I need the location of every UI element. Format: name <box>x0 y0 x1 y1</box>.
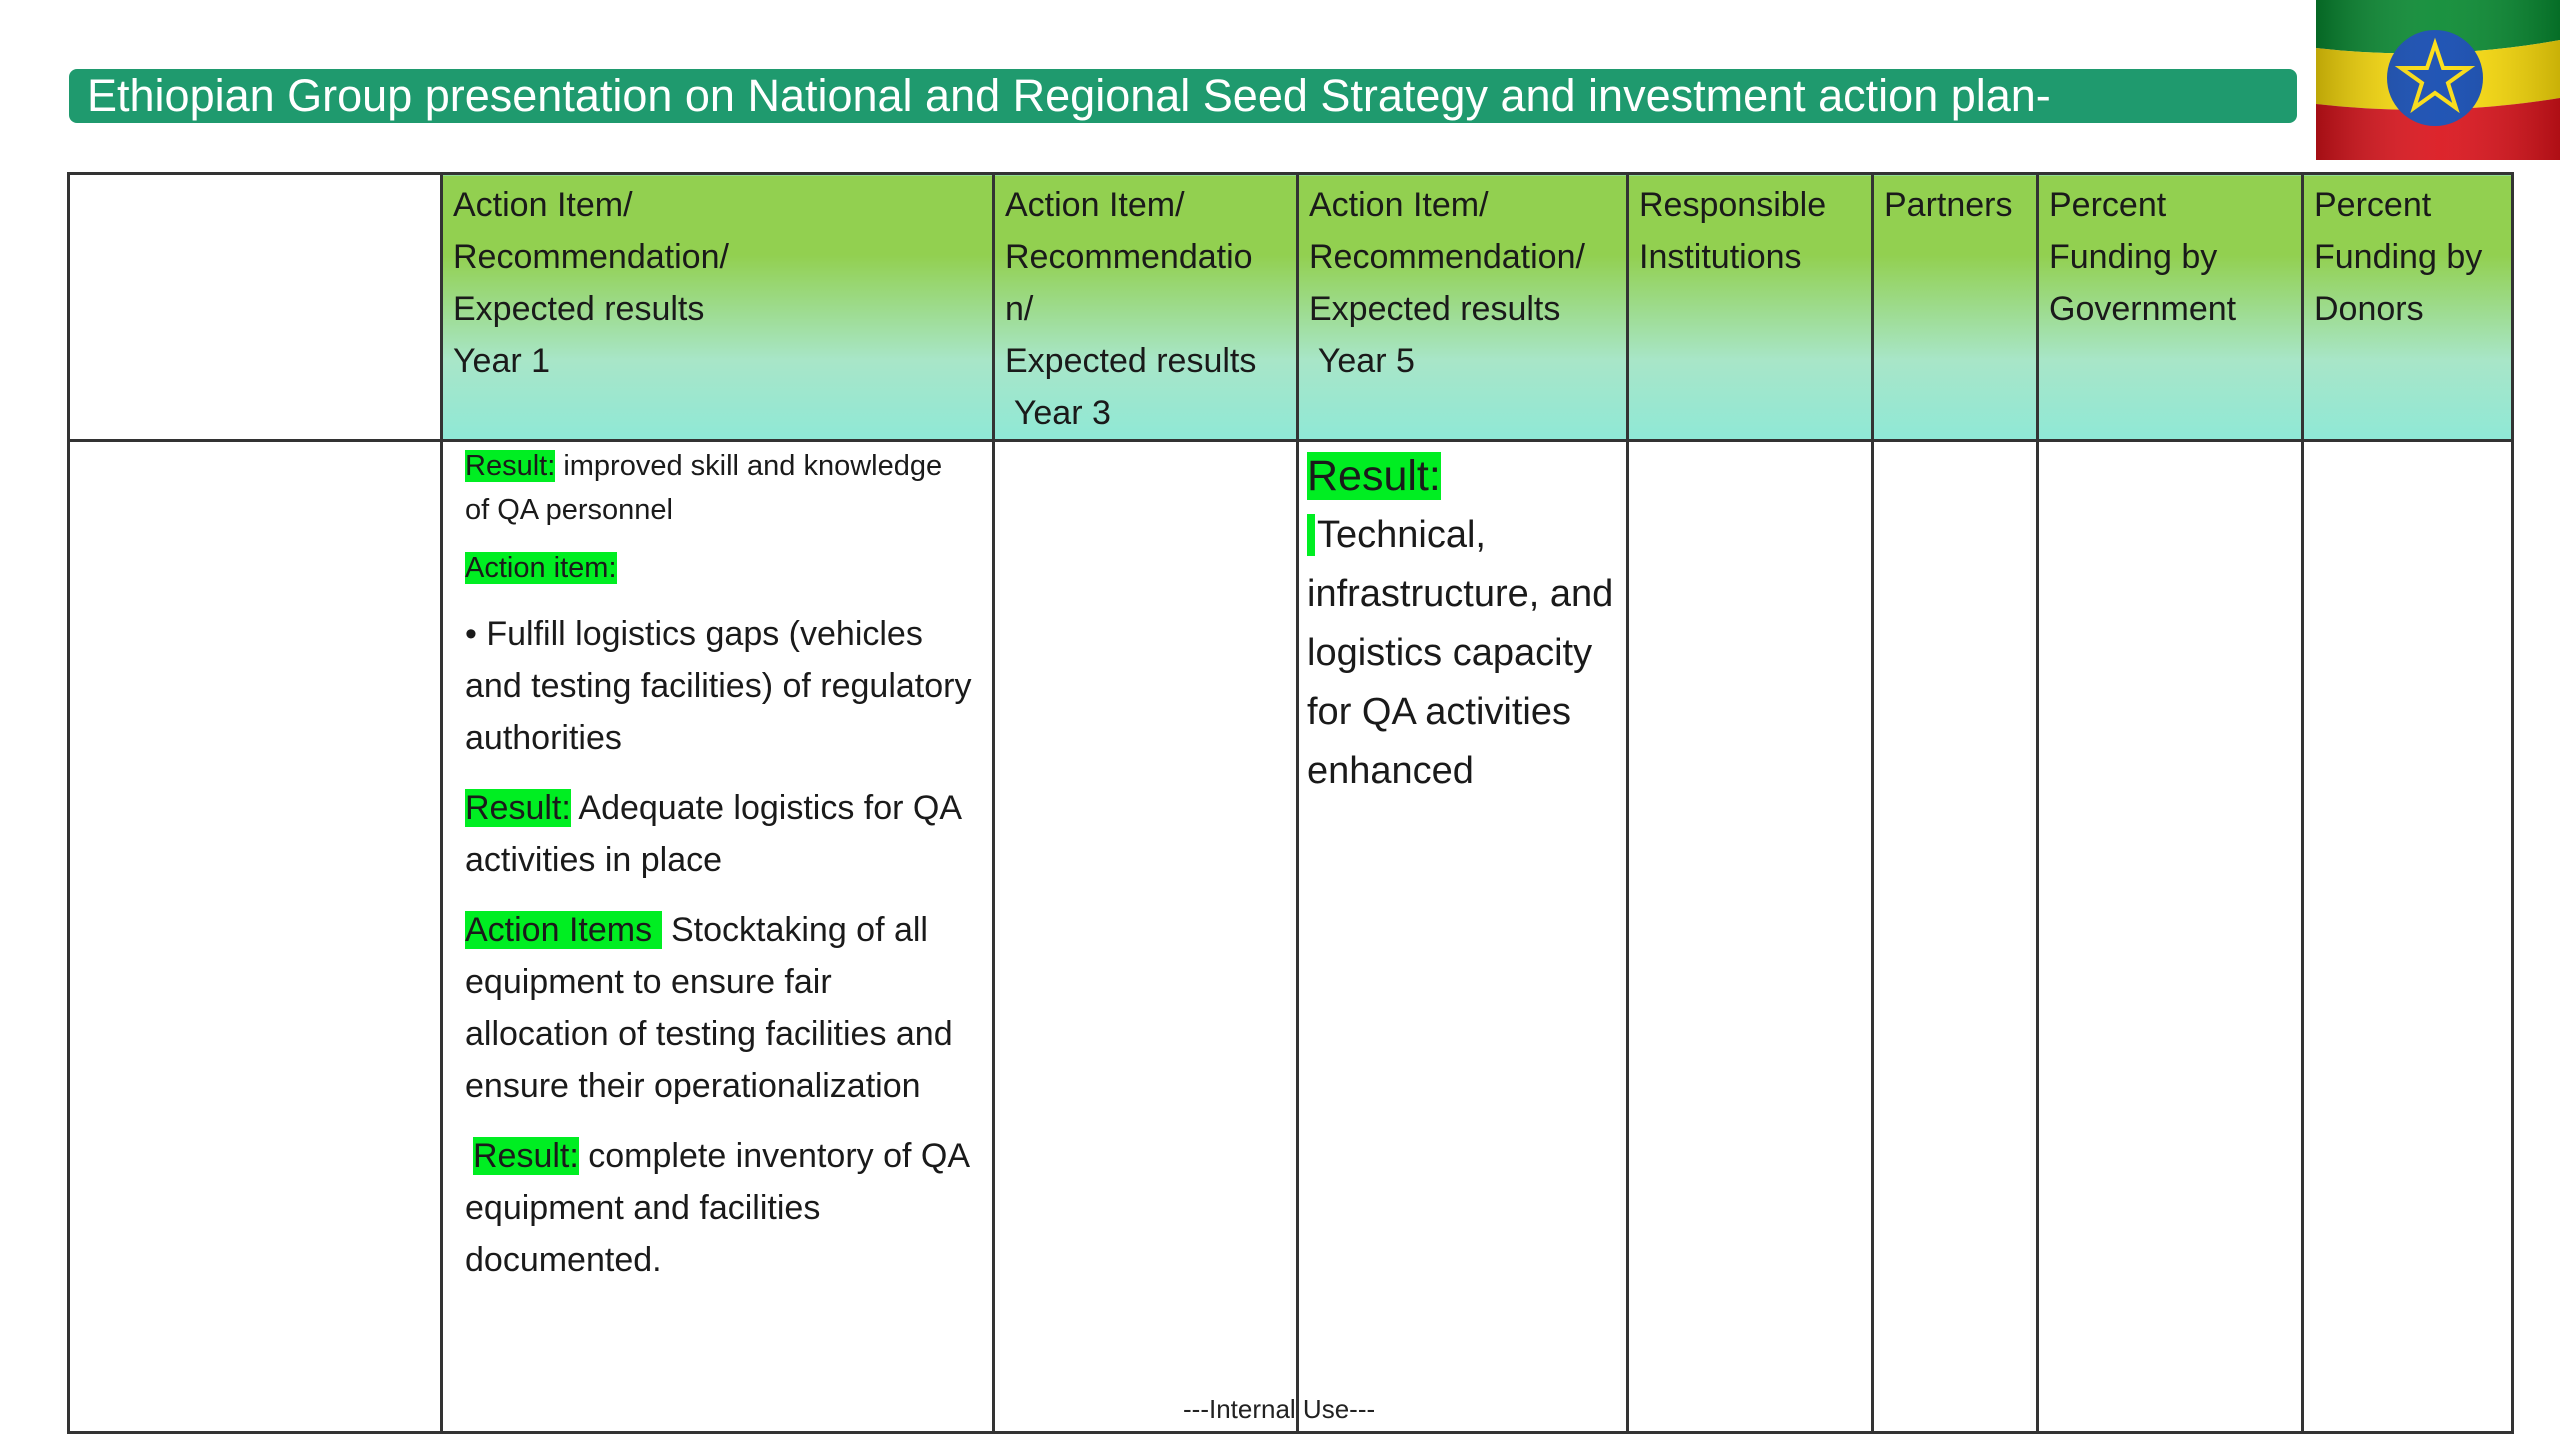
header-year5: Action Item/ Recommendation/ Expected results Year 5 <box>1298 174 1628 441</box>
slide-title-bar <box>69 69 2297 123</box>
cell-partners <box>1873 441 2038 1433</box>
header-year1: Action Item/ Recommendation/ Expected results Year 1 <box>442 174 994 441</box>
header-funding-government: Percent Funding by Government <box>2038 174 2303 441</box>
header-empty <box>69 174 442 441</box>
slide-title: Ethiopian Group presentation on National and Regional Seed Strategy and investment action plan- <box>87 70 2051 121</box>
footer-internal-use: ---Internal Use--- <box>1183 1394 1376 1424</box>
year5-result-label: Result: <box>1307 452 1441 500</box>
action-item-label: Action item: <box>465 552 617 584</box>
cell-year5 <box>1298 441 1628 1433</box>
ethiopia-flag-icon <box>2316 0 2560 160</box>
header-responsible-institutions: Responsible Institutions <box>1628 174 1873 441</box>
cell-funding-donors <box>2303 441 2513 1433</box>
cell-empty <box>69 441 442 1433</box>
cell-responsible-institutions <box>1628 441 1873 1433</box>
bullet-logistics-gaps: • Fulfill logistics gaps (vehicles and testing facilities) of regulatory authorities <box>465 615 972 757</box>
result-2: Result: Adequate logistics for QA activities in place <box>465 789 961 879</box>
cell-year1 <box>442 441 994 1433</box>
year5-result-text: Technical, infrastructure, and logistics capacity for QA activities enhanced <box>1307 514 1614 792</box>
action-plan-table <box>67 172 2514 1434</box>
cell-year3 <box>994 441 1298 1433</box>
header-partners: Partners <box>1873 174 2038 441</box>
header-year3: Action Item/ Recommendatio n/ Expected results Year 3 <box>994 174 1298 441</box>
result-3: Result: complete inventory of QA equipment and facilities documented. <box>465 1137 969 1279</box>
cell-funding-government <box>2038 441 2303 1433</box>
table-row <box>69 441 2513 1433</box>
table-header-row <box>69 174 2513 441</box>
header-funding-donors: Percent Funding by Donors <box>2303 174 2513 441</box>
result-1: Result: improved skill and knowledge of QA personnel <box>465 450 943 526</box>
action-items-stocktaking: Action Items Stocktaking of all equipment to ensure fair allocation of testing facilities and ensure their operationalization <box>465 911 953 1105</box>
